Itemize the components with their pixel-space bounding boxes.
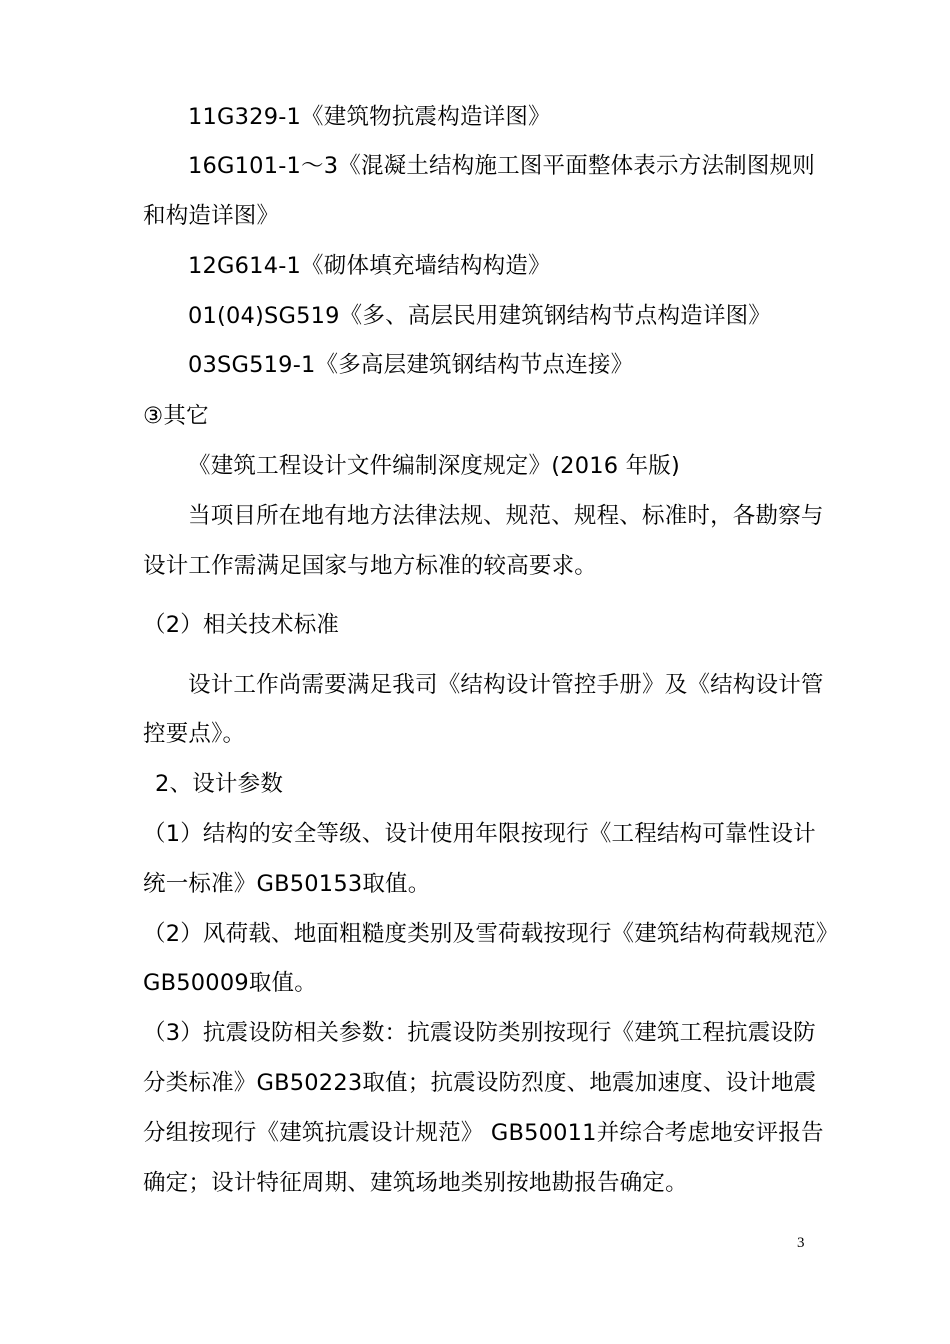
item-2-line2: GB50009取值。 — [143, 970, 317, 996]
reference-16g101-line2: 和构造详图》 — [143, 203, 280, 229]
item-1-line2: 统一标准》GB50153取值。 — [143, 871, 431, 897]
item-2-line1: （2）风荷载、地面粗糙度类别及雪荷载按现行《建筑结构荷载规范》 — [143, 921, 839, 947]
reference-03sg519-1: 03SG519-1《多高层建筑钢结构节点连接》 — [188, 352, 634, 378]
item-3-line4: 确定；设计特征周期、建筑场地类别按地勘报告确定。 — [143, 1170, 688, 1196]
item-3-line2: 分类标准》GB50223取值；抗震设防烈度、地震加速度、设计地震 — [143, 1070, 817, 1096]
section-heading-design-parameters: 2、设计参数 — [155, 771, 284, 797]
paragraph-company-manual-line2: 控要点》。 — [143, 721, 246, 747]
section-heading-other: ③其它 — [143, 403, 209, 429]
section-heading-technical-standards: （2）相关技术标准 — [143, 612, 340, 638]
reference-01sg519: 01(04)SG519《多、高层民用建筑钢结构节点构造详图》 — [188, 303, 771, 329]
reference-design-depth-rule: 《建筑工程设计文件编制深度规定》(2016 年版) — [188, 453, 680, 479]
item-1-line1: （1）结构的安全等级、设计使用年限按现行《工程结构可靠性设计 — [143, 821, 816, 847]
item-3-line1: （3）抗震设防相关参数：抗震设防类别按现行《建筑工程抗震设防 — [143, 1020, 816, 1046]
reference-12g614-1: 12G614-1《砌体填充墙结构构造》 — [188, 253, 551, 279]
paragraph-local-standards-line2: 设计工作需满足国家与地方标准的较高要求。 — [143, 553, 598, 579]
paragraph-local-standards-line1: 当项目所在地有地方法律法规、规范、规程、标准时，各勘察与 — [188, 503, 824, 529]
reference-11g329-1: 11G329-1《建筑物抗震构造详图》 — [188, 104, 551, 130]
item-3-line3: 分组按现行《建筑抗震设计规范》 GB50011并综合考虑地安评报告 — [143, 1120, 824, 1146]
reference-16g101-line1: 16G101-1～3《混凝土结构施工图平面整体表示方法制图规则 — [188, 153, 815, 179]
paragraph-company-manual-line1: 设计工作尚需要满足我司《结构设计管控手册》及《结构设计管 — [188, 672, 824, 698]
page-number: 3 — [797, 1235, 805, 1251]
